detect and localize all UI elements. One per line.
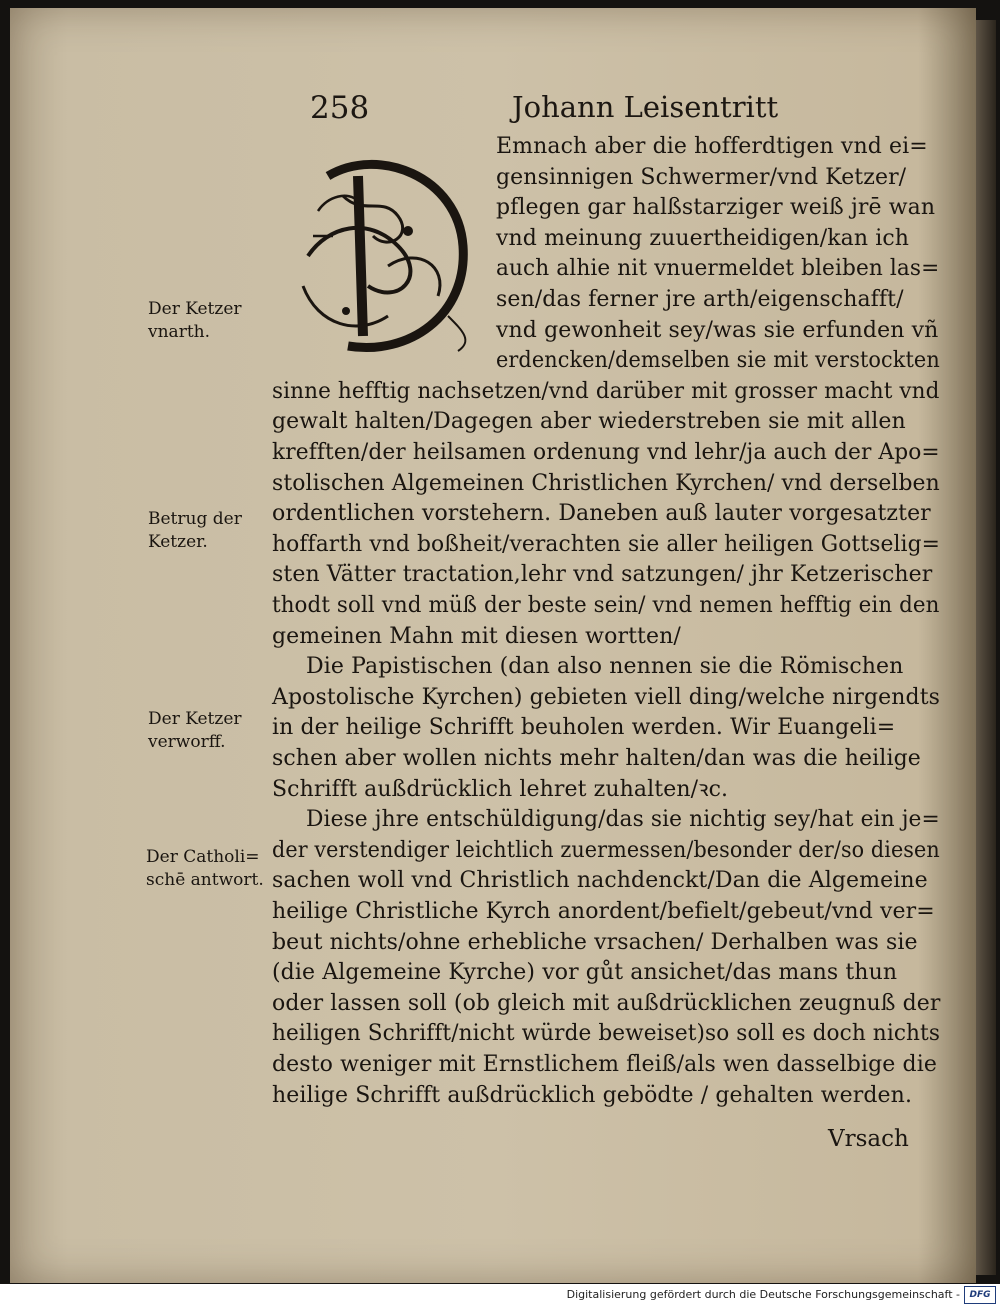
marginal-note: Der Catholi= schē antwort. [146, 847, 264, 890]
text-line: sten Vätter tractation,lehr vnd satzungen/ jhr Ketzerischer [272, 562, 933, 588]
text-line: thodt soll vnd müß der beste sein/ vnd nemen hefftig ein den [272, 593, 940, 618]
footer-credit: Digitalisierung gefördert durch die Deutsche Forschungsgemeinschaft - [566, 1288, 960, 1301]
text-line: heilige Schrifft außdrücklich gebödte / gehalten werden. [272, 1082, 913, 1108]
text-line: auch alhie nit vnuermeldet bleiben las= [496, 256, 940, 282]
text-line: Die Papistischen (dan also nennen sie die Römischen [306, 654, 904, 680]
text-line: ordentlichen vorstehern. Daneben auß lauter vorgesatzter [272, 501, 931, 527]
text-line: sinne hefftig nachsetzen/vnd darüber mit grosser macht vnd [272, 378, 940, 404]
text-line: vnd meinung zuuertheidigen/kan ich [496, 225, 910, 251]
text-line: sen/das ferner jre arth/eigenschafft/ [496, 287, 904, 312]
text-line: beut nichts/ohne erhebliche vrsachen/ Derhalben was sie [272, 929, 918, 955]
catchword: Vrsach [828, 1126, 909, 1152]
text-line: stolischen Algemeinen Christlichen Kyrchen/ vnd derselben [272, 470, 940, 496]
text-line: gewalt halten/Dagegen aber wiederstreben sie mit allen [272, 409, 906, 435]
text-line: heiligen Schrifft/nicht würde beweiset)so soll es doch nichts [272, 1021, 941, 1047]
text-line: desto weniger mit Ernstlichem fleiß/als wen dasselbige die [272, 1052, 937, 1077]
text-line: hoffarth vnd boßheit/verachten sie aller heiligen Gottselig= [272, 531, 941, 557]
text-line: Diese jhre entschüldigung/das sie nichtig sey/hat ein je= [306, 807, 940, 833]
book-page [10, 8, 976, 1283]
text-line: Apostolische Kyrchen) gebieten viell ding/welche nirgendts [272, 684, 941, 710]
text-line: Schrifft außdrücklich lehret zuhalten/ꝛc. [272, 776, 729, 802]
text-line: der verstendiger leichtlich zuermessen/besonder der/so diesen [272, 837, 940, 863]
text-line: heilige Christliche Kyrch anordent/befielt/gebeut/vnd ver= [272, 899, 935, 924]
page-edge [976, 20, 996, 1275]
text-line: pflegen gar halßstarziger weiß jrē wan [496, 195, 936, 221]
text-line: Emnach aber die hofferdtigen vnd ei= [496, 134, 928, 159]
dfg-logo: DFG [964, 1286, 996, 1304]
text-line: schen aber wollen nichts mehr halten/dan was die heilige [272, 746, 921, 771]
text-line: gemeinen Mahn mit diesen wortten/ [272, 623, 681, 649]
running-title: Johann Leisentritt [512, 90, 779, 124]
text-line: vnd gewonheit sey/was sie erfunden vñ [496, 317, 939, 343]
marginal-note: Betrug der Ketzer. [148, 509, 242, 552]
text-line: (die Algemeine Kyrche) vor gůt ansichet/das mans thun [272, 960, 898, 986]
text-line: sachen woll vnd Christlich nachdenckt/Dan die Algemeine [272, 868, 928, 894]
marginal-note: Der Ketzer vnarth. [148, 299, 242, 342]
page-number: 258 [310, 90, 370, 126]
text-line: gensinnigen Schwermer/vnd Ketzer/ [496, 164, 907, 190]
text-line: krefften/der heilsamen ordenung vnd lehr/ja auch der Apo= [272, 440, 940, 465]
text-line: oder lassen soll (ob gleich mit außdrücklichen zeugnuß der [272, 990, 941, 1016]
text-line: in der heilige Schrifft beuholen werden. Wir Euangeli= [272, 715, 896, 741]
text-line: erdencken/demselben sie mit verstockten [496, 348, 940, 374]
marginal-note: Der Ketzer verworff. [148, 709, 242, 752]
decorated-initial-d-icon [288, 136, 488, 366]
